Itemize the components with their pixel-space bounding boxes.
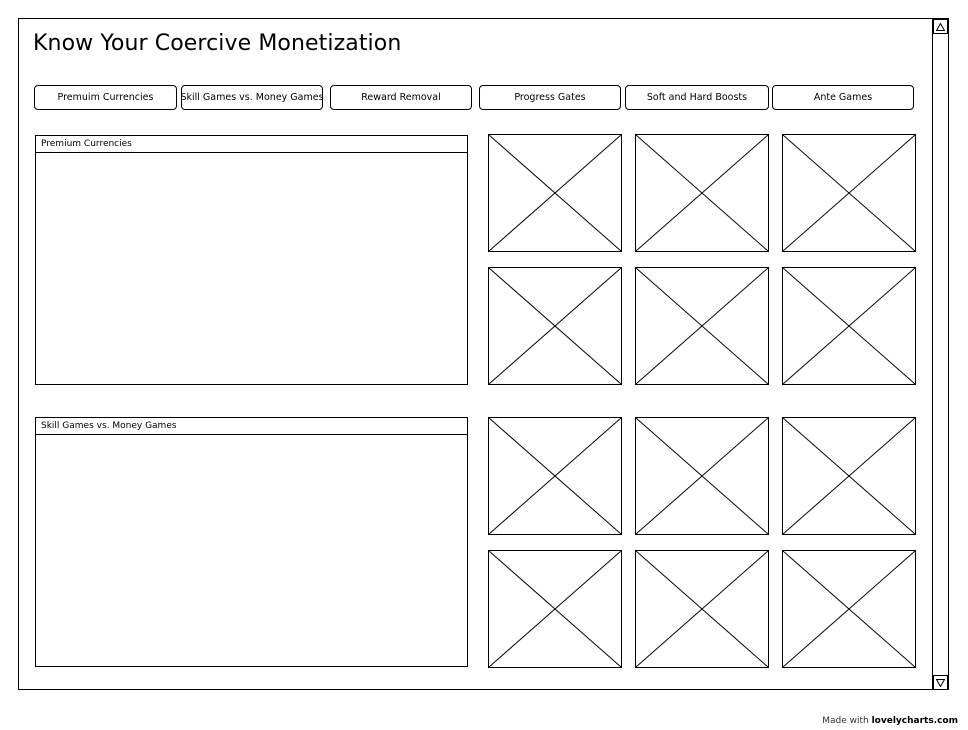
scroll-down-button[interactable] — [933, 675, 948, 690]
scroll-up-button[interactable] — [933, 19, 948, 34]
footer-made-with: Made with — [822, 716, 869, 726]
nav-button-reward-removal[interactable]: Reward Removal — [330, 85, 472, 110]
panel-title: Skill Games vs. Money Games — [36, 418, 467, 435]
image-placeholder — [488, 550, 622, 668]
image-placeholder — [635, 267, 769, 385]
image-placeholder — [635, 134, 769, 252]
panel-title: Premium Currencies — [36, 136, 467, 153]
nav-button-skill-games[interactable]: Skill Games vs. Money Games — [181, 85, 323, 110]
image-placeholder — [488, 267, 622, 385]
image-placeholder — [488, 134, 622, 252]
nav-button-progress-gates[interactable]: Progress Gates — [479, 85, 621, 110]
nav-button-ante-games[interactable]: Ante Games — [772, 85, 914, 110]
nav-button-soft-hard-boosts[interactable]: Soft and Hard Boosts — [625, 85, 769, 110]
panel-premium-currencies — [35, 135, 468, 385]
image-placeholder — [782, 134, 916, 252]
image-placeholder — [488, 417, 622, 535]
image-placeholder — [782, 550, 916, 668]
triangle-up-icon — [936, 23, 945, 31]
image-placeholder — [782, 417, 916, 535]
image-placeholder — [782, 267, 916, 385]
nav-button-premium-currencies[interactable]: Premuim Currencies — [34, 85, 177, 110]
page-title: Know Your Coercive Monetization — [33, 31, 402, 56]
image-placeholder — [635, 550, 769, 668]
footer-brand-link[interactable]: lovelycharts.com — [871, 716, 958, 726]
vertical-scrollbar[interactable] — [932, 18, 949, 690]
footer-credit — [822, 716, 958, 726]
triangle-down-icon — [936, 679, 945, 687]
panel-skill-games — [35, 417, 468, 667]
image-placeholder — [635, 417, 769, 535]
